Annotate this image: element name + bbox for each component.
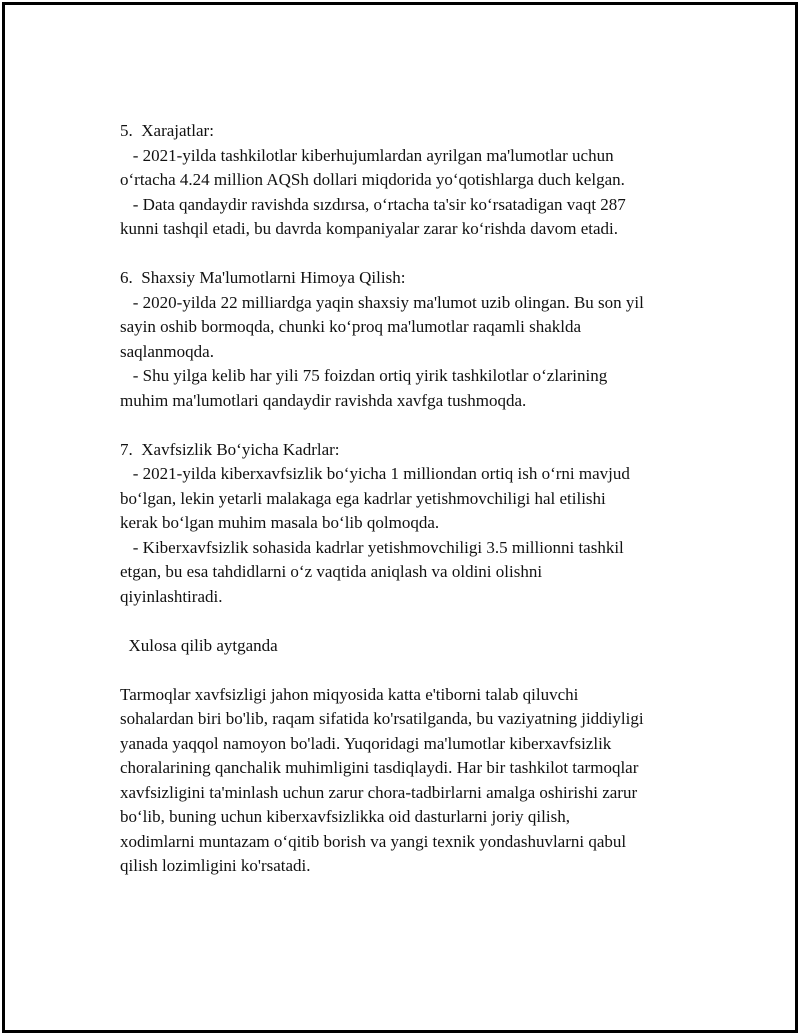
paragraph-line: sohalardan biri bo'lib, raqam sifatida ko'rsatilganda, bu vaziyatning jiddiyligi	[120, 709, 644, 728]
section-heading: 6. Shaxsiy Ma'lumotlarni Himoya Qilish:	[120, 268, 406, 287]
section-costs	[120, 119, 710, 242]
paragraph-line: Tarmoqlar xavfsizligi jahon miqyosida katta e'tiborni talab qiluvchi	[120, 684, 579, 704]
spacer	[120, 609, 710, 634]
paragraph-line: bo‘lib, buning uchun kiberxavfsizlikka oid dasturlarni joriy qilish,	[120, 807, 570, 826]
paragraph-line: yanada yaqqol namoyon bo'ladi. Yuqoridagi ma'lumotlar kiberxavfsizlik	[120, 733, 612, 753]
section-heading: 5. Xarajatlar:	[120, 121, 214, 140]
paragraph-line: qiyinlashtiradi.	[120, 586, 223, 606]
paragraph-line: - 2021-yilda kiberxavfsizlik bo‘yicha 1 milliondan ortiq ish o‘rni mavjud	[120, 464, 630, 483]
paragraph-line: o‘rtacha 4.24 million AQSh dollari miqdorida yo‘qotishlarga duch kelgan.	[120, 170, 625, 189]
paragraph-line: etgan, bu esa tahdidlarni o‘z vaqtida aniqlash va oldini olishni	[120, 562, 543, 581]
spacer	[120, 413, 710, 438]
paragraph-line: - Shu yilga kelib har yili 75 foizdan ortiq yirik tashkilotlar o‘zlarining	[120, 366, 608, 385]
paragraph-line: xavfsizligini ta'minlash uchun zarur chora-tadbirlarni amalga oshirishi zarur	[120, 782, 638, 802]
section-data-protection	[120, 266, 710, 413]
paragraph-line: saqlanmoqda.	[120, 341, 214, 361]
spacer	[120, 242, 710, 267]
paragraph-line: choralarining qanchalik muhimligini tasdiqlaydi. Har bir tashkilot tarmoqlar	[120, 758, 639, 777]
document-body	[120, 119, 710, 879]
paragraph-line: kerak bo‘lgan muhim masala bo‘lib qolmoqda.	[120, 513, 440, 532]
paragraph-line: sayin oshib bormoqda, chunki ko‘proq ma'lumotlar raqamli shaklda	[120, 317, 582, 336]
paragraph-line: kunni tashqil etadi, bu davrda kompaniyalar zarar ko‘rishda davom etadi.	[120, 219, 619, 238]
paragraph-line: qilish lozimligini ko'rsatadi.	[120, 856, 311, 875]
conclusion-heading: Xulosa qilib aytganda	[120, 635, 278, 655]
paragraph-line: muhim ma'lumotlari qandaydir ravishda xavfga tushmoqda.	[120, 390, 527, 410]
paragraph-line: - 2021-yilda tashkilotlar kiberhujumlardan ayrilgan ma'lumotlar uchun	[120, 145, 614, 165]
section-security-staff	[120, 438, 710, 610]
section-heading: 7. Xavfsizlik Bo‘yicha Kadrlar:	[120, 439, 340, 459]
paragraph-line: xodimlarni muntazam o‘qitib borish va yangi texnik yondashuvlarni qabul	[120, 831, 627, 851]
paragraph-line: - Kiberxavfsizlik sohasida kadrlar yetishmovchiligi 3.5 millionni tashkil	[120, 537, 624, 557]
paragraph-line: - 2020-yilda 22 milliardga yaqin shaxsiy ma'lumot uzib olingan. Bu son yil	[120, 292, 644, 312]
paragraph-line: bo‘lgan, lekin yetarli malakaga ega kadrlar yetishmovchiligi hal etilishi	[120, 488, 606, 508]
paragraph-line: - Data qandaydir ravishda sızdırsa, o‘rtacha ta'sir ko‘rsatadigan vaqt 287	[120, 194, 626, 214]
spacer	[120, 658, 710, 683]
conclusion	[120, 634, 710, 879]
document-page	[2, 2, 798, 1033]
